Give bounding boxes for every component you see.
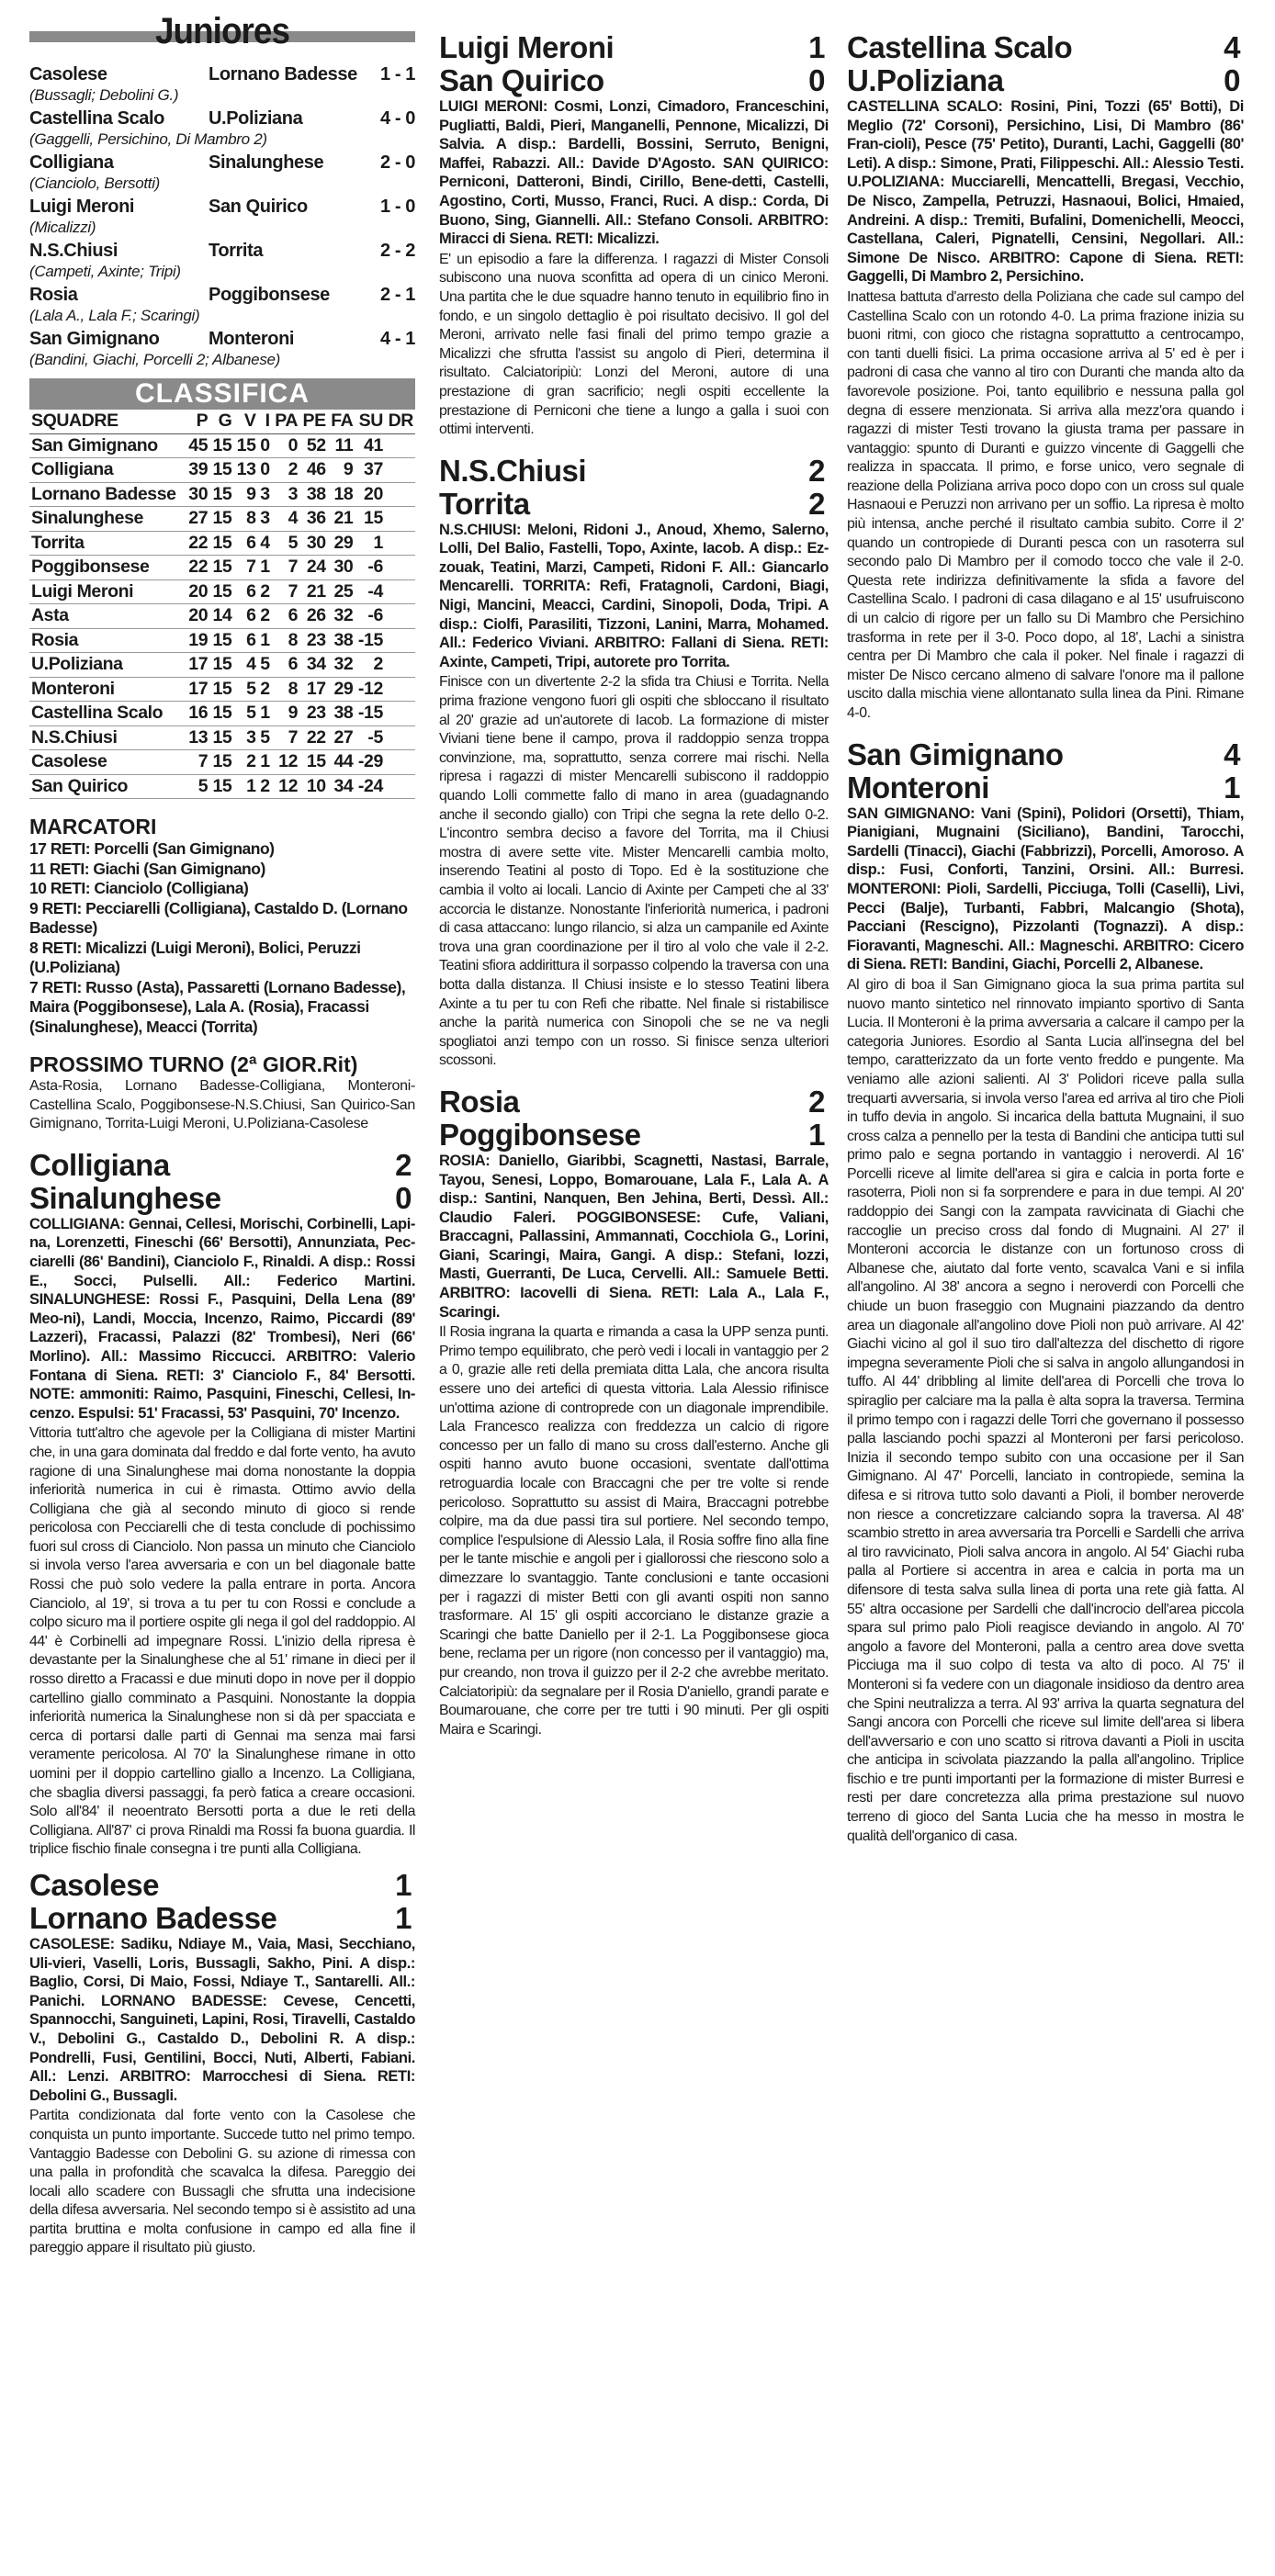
standings-header-row <box>29 410 415 433</box>
home-score: 2 <box>395 1147 412 1182</box>
scorers: (Micalizzi) <box>29 219 96 236</box>
lineups: SAN GIMIGNANO: Vani (Spini), Polidori (Orsetti), Thiam, Pianigiani, Mugnaini (Siciliano), Bandini, Tarocchi, Sardelli (Tinacci), Giachi (Fabbrizzi), Porcelli, Amoroso. A disp.: Fusi, Conforti, Tanzini, Orsini. All.: Burresi. MONTERONI: Pioli, Sardelli, Picciuga, Tolli (Caselli), Livi, Pecci (Balje), Turbanti, Fabbri, Malcangio (Shota), Pacciani (Rescigno), Pizzolanti (Tognazzi). A disp.: Fioravanti, Magneschi. All.: Magneschi. ARBITRO: Cicero di Siena. RETI: Bandini, Giachi, Porcelli 2, Albanese. <box>847 804 1244 973</box>
table-row <box>29 433 415 458</box>
stat-cell: 5 <box>246 703 256 723</box>
table-row <box>29 653 415 678</box>
stat-cell: 5 <box>246 678 256 699</box>
stat-cell: 46 <box>306 459 326 479</box>
stat-cell <box>385 677 415 702</box>
stat-cell: 15 <box>212 508 232 528</box>
stat-cell <box>385 653 415 678</box>
away-team: San Quirico <box>209 197 308 217</box>
stat-cell: 36 <box>306 508 326 528</box>
lineups: N.S.CHIUSI: Meloni, Ridoni J., Anoud, Xhemo, Salerno, Lolli, Del Balio, Fastelli, Topo, Axinte, Iacob. A disp.: Ez-zouak, Teatini, Marzi, Campeti, Ridoni F. All.: Giancarlo Mencarelli. TORRITA: Refi, Fratagnoli, Cardoni, Biagi, Nigi, Mancini, Meacci, Cardini, Sinopoli, Doda, Tripi. A disp.: Ciolfi, Parasiliti, Tizzoni, Lanini, Marra, Mohamed. All.: Federico Viviani. ARBITRO: Fallani di Siena. RETI: Axinte, Campeti, Tripi, autorete pro Torrita. <box>439 521 829 670</box>
team-name: Poggibonsese <box>31 557 150 577</box>
result-row <box>29 152 415 174</box>
stat-cell: 0 <box>260 459 270 479</box>
stat-cell: 1 <box>260 751 270 771</box>
team-name: N.S.Chiusi <box>31 726 118 748</box>
scorers: (Cianciolo, Bersotti) <box>29 174 161 192</box>
stat-cell: 11 <box>334 434 354 456</box>
table-row <box>29 774 415 799</box>
scorer-line: 9 RETI: Pecciarelli (Colligiana), Castaldo D. (Lornano Badesse) <box>29 898 408 937</box>
stat-cell: 5 <box>260 654 270 674</box>
team-name: Sinalunghese <box>31 508 143 528</box>
stat-cell: 9 <box>288 703 299 723</box>
stat-cell: 21 <box>333 508 354 528</box>
stat-cell <box>385 531 415 556</box>
lineups: CASOLESE: Sadiku, Ndiaye M., Vaia, Masi, Secchiano, Uli-vieri, Vaselli, Loris, Bussagli, Sakho, Pini. A disp.: Baglio, Corsi, Di Maio, Fossi, Ndiaye T., Santarelli. All.: Panichi. LORNANO BADESSE: Cevese, Cencetti, Spannocchi, Sanguineti, Lapini, Rosi, Tiravelli, Castaldo V., Debolini G., Castaldo D., Debolini R. A disp.: Pondrelli, Fusi, Gentilini, Bocci, Nuti, Alberti, Fabiani. All.: Lenzi. ARBITRO: Marrocchesi di Siena. RETI: Debolini G., Bussagli. <box>29 1935 415 2104</box>
result-row <box>29 64 415 85</box>
home-team-name: Castellina Scalo <box>847 30 1073 64</box>
home-score: 2 <box>808 453 825 488</box>
stat-cell: 2 <box>260 775 270 796</box>
result-row <box>29 241 415 262</box>
column-header: FA <box>331 411 354 431</box>
home-team-name: Luigi Meroni <box>439 30 615 64</box>
stat-cell: 12 <box>278 751 299 771</box>
stat-cell: 15 <box>212 726 232 748</box>
scorers-list <box>29 839 415 1037</box>
stat-cell: 41 <box>364 434 383 456</box>
match-report <box>847 31 1244 724</box>
results-list <box>29 64 415 369</box>
table-row <box>29 556 415 580</box>
stat-cell: 15 <box>212 532 232 553</box>
team-name: Torrita <box>31 532 85 553</box>
home-team: Colligiana <box>29 152 114 173</box>
scorer-line: 7 RETI: Russo (Asta), Passaretti (Lornano Badesse), Maira (Poggibonsese), Lala A. (Rosia), Fracassi (Sinalunghese), Meacci (Torrita) <box>29 977 406 1036</box>
column-header: P <box>196 411 209 431</box>
stat-cell <box>385 750 415 775</box>
stat-cell: 2 <box>288 459 299 479</box>
stat-cell: 15 <box>212 580 232 602</box>
stat-cell: 20 <box>188 580 209 602</box>
home-team-line <box>439 455 829 488</box>
home-team-line <box>439 31 829 64</box>
stat-cell: 38 <box>333 703 354 723</box>
match-text: Il Rosia ingrana la quarta e rimanda a casa la UPP senza punti. Primo tempo equilibrato, che però vedi i locali in vantaggio per 2 a 0, grazie alle reti della premiata ditta Lala, che ancora risulta essere uno dei artefici di questa vittoria. Lala Alessio rifinisce un'ottima azione di controprede con un diagonale imprendibile. Lala Francesco realizza con freddezza un calcio di rigore concesso per un fallo di mano su cross dall'esterno. Anche gli ospiti hanno avuto buone occasioni, sventate dall'ottima retroguardia locale con Braccagni che per tre volte si rende pericoloso. Soprattutto su assist di Maira, Braccagni potrebbe colpire, ma da due passi tira sul portiere. Nel secondo tempo, complice l'espulsione di Alessio Lala, il Rosia soffre fino alla fine per le tante mischie e angoli per i giallorossi che riescono solo a dimezzare lo svantaggio. Tante conclusioni e tante occasioni per i ragazzi di mister Betti con gli avanti ospiti non sanno trasformare. Al 15' gli ospiti accorciano le distanze grazie a Scaringi che batte Daniello per il 2-1. La Poggibonsese gioca bene, reclama per un rigore (non concesso per il vantaggio) ma, pur creando, non trova il guizzo per il 2-2 che avrebbe meritato. Calciatoripiù: da segnalare per il Rosia D'aniello, grandi parate e Boumarouane, che corre per tre tutti i 90 minuti. Per gli ospiti Maira e Scaringi. <box>439 1324 829 1738</box>
home-team-line <box>847 31 1244 64</box>
result-row <box>29 329 415 350</box>
stat-cell <box>385 702 415 726</box>
score: 2 - 0 <box>379 152 415 173</box>
column-header: G <box>218 411 232 431</box>
stat-cell: 15 <box>212 557 232 577</box>
away-score: 1 <box>808 1117 825 1152</box>
stat-cell: 13 <box>236 459 256 479</box>
stat-cell: 39 <box>188 459 209 479</box>
table-row <box>29 726 415 750</box>
match-text: E' un episodio a fare la differenza. I ragazzi di Mister Consoli subiscono una nuova sconfitta ad opera di un cinico Meroni. Una partita che le due squadre hanno tenuto in equilibrio fino in fondo, e un singolo dettaglio è poi risultato decisivo. Il gol del Meroni, arrivato nelle fasi finali del primo tempo grazie a Micalizzi che sfrutta l'assist su angolo di Pieri, determina il risultato. Calciatoripiù: Lonzi del Meroni, autore di una prestazione di gran sacrificio; negli ospiti eccellente la prestazione di Perniconi che tiene a lungo a galla i suoi con ottimi interventi. <box>439 251 829 438</box>
stat-cell: 19 <box>188 629 209 650</box>
scorers: (Lala A., Lala F.; Scaringi) <box>29 307 200 324</box>
lineups: ROSIA: Daniello, Giaribbi, Scagnetti, Nastasi, Barrale, Tayou, Senesi, Loppo, Bomarouane, Lala F., Lala A. A disp.: Santini, Nanquen, Ben Jehina, Berti, Dessì. All.: Claudio Faleri. POGGIBONSESE: Cufe, Valiani, Braccagni, Pallassini, Ammannati, Cocchiola G., Lorini, Giani, Scaringi, Maira, Gangi. A disp.: Stefani, Iozzi, Masti, Guerranti, De Luca, Cervelli. All.: Samuele Betti. ARBITRO: Iacovelli di Siena. RETI: Lala A., Lala F., Scaringi. <box>439 1152 829 1321</box>
away-team-name: Lornano Badesse <box>29 1900 277 1935</box>
home-team: Casolese <box>29 64 107 84</box>
stat-cell: 15 <box>212 703 232 723</box>
stat-cell: 8 <box>246 508 256 528</box>
home-score: 1 <box>808 30 825 64</box>
result-row <box>29 108 415 129</box>
stat-cell: 1 <box>260 629 270 650</box>
scorer-line: 8 RETI: Micalizzi (Luigi Meroni), Bolici, Peruzzi (U.Poliziana) <box>29 938 361 976</box>
classifica-header: CLASSIFICA <box>29 378 415 410</box>
stat-cell: 7 <box>288 726 299 748</box>
column-header: SQUADRE <box>31 411 118 431</box>
score: 4 - 0 <box>379 108 415 129</box>
scorers: (Bandini, Giachi, Porcelli 2; Albanese) <box>29 351 281 368</box>
stat-cell: 29 <box>333 532 354 553</box>
column-header: SU <box>358 411 383 431</box>
team-name: Casolese <box>31 751 107 771</box>
stat-cell: 3 <box>288 483 299 504</box>
away-team: Sinalunghese <box>209 152 324 173</box>
away-team-name: U.Poliziana <box>847 63 1004 97</box>
stat-cell: 38 <box>306 483 326 504</box>
stat-cell: 12 <box>278 775 299 796</box>
stat-cell <box>385 628 415 653</box>
stat-cell: 24 <box>306 557 326 577</box>
stat-cell: 1 <box>260 703 270 723</box>
match-text: Inattesa battuta d'arresto della Poliziana che cade sul campo del Castellina Scalo con un rotondo 4-0. La prima frazione inizia su buoni ritmi, con gioco che ristagna soprattutto a centrocampo, con tanti duelli fisici. La prima occasione arriva al 5' ed è per i padroni di casa che vanno al tiro con Duranti che manda alto da favorevole posizione. Poi, tanto equilibrio e nessuna palla gol degna di essere menzionata. Si arriva alla mezz'ora quando i ragazzi di mister Testi trovano la giusta trama per passare in vantaggio: spunto di Duranti e guizzo vincente di Gaggelli che realizza in spaccata. Il primo, e forse unico, vero segnale di reazione della Poliziana arriva poco dopo con un cross sul quale Hasnaoui e Peruzzi non arrivano per un soffio. La ripresa è molto più intensa, anche perché il risultato cambia subito. Corre il 2' quando un contropiede di Duranti pesca con un rasoterra sul secondo palo Di Mambro per il comodo tocco che vale il 2-0. Questa rete indirizza definitivamente la sfida a favore del Castellina Scalo. I padroni di casa dilagano e al 15' usufruiscono di un calcio di rigore per un fallo su Di Mambro che Persichino trasforma in rete per il 3-0. Poco dopo, al 18', Lachi a sinistra centra per Di Mambro che cala il poker. Nel finale i ragazzi di mister De Nisco cercano almeno di salvare l'onore ma il pallone uscito dalla mischia viene allontanato sulla linea da Pini. Rimane 4-0. <box>847 288 1244 721</box>
stat-cell: 15 <box>236 434 256 456</box>
stat-cell: -12 <box>357 678 383 699</box>
scorers: (Gaggelli, Persichino, Di Mambro 2) <box>29 130 267 148</box>
standings-table <box>29 410 415 799</box>
stat-cell: 2 <box>260 580 270 602</box>
stat-cell: -15 <box>357 703 383 723</box>
home-team-line <box>439 1086 829 1119</box>
home-team-name: Colligiana <box>29 1147 170 1182</box>
away-score: 0 <box>395 1180 412 1215</box>
stat-cell: 29 <box>333 678 354 699</box>
stat-cell: 7 <box>246 557 256 577</box>
scorers: (Bussagli; Debolini G.) <box>29 86 179 104</box>
stat-cell: 1 <box>373 532 383 553</box>
away-team-line <box>847 771 1244 804</box>
score: 1 - 1 <box>379 64 415 84</box>
stat-cell: 23 <box>306 703 326 723</box>
away-team-line <box>439 1119 829 1152</box>
juniores-banner <box>29 11 415 53</box>
stat-cell: 9 <box>343 459 354 479</box>
next-round-title: PROSSIMO TURNO (2ª GIOR.Rit) <box>29 1052 358 1076</box>
stat-cell <box>385 604 415 629</box>
stat-cell: 34 <box>306 654 326 674</box>
home-score: 1 <box>395 1867 412 1902</box>
lineups: COLLIGIANA: Gennai, Cellesi, Morischi, Corbinelli, Lapi-na, Lorenzetti, Fineschi (66' Bersotti), Annunziata, Pec-ciarelli (86' Bandini), Cianciolo F., Rinaldi. A disp.: Rossi E., Socci, Pulselli. All.: Federico Martini. SINALUNGHESE: Rossi F., Pasquini, Della Lena (89' Meo-ni), Landi, Moccia, Incenzo, Raimo, Piccardi (89' Lazzeri), Fracassi, Palazzi (82' Trombesi), Neri (66' Morlino). All.: Massimo Riccucci. ARBITRO: Valerio Fontana di Siena. RETI: 3' Cianciolo F., 84' Bersotti. NOTE: ammoniti: Raimo, Pasquini, Fineschi, Cellesi, In-cenzo. Espulsi: 51' Fracassi, 53' Pasquini, 70' Incenzo. <box>29 1215 415 1422</box>
scorer-line: 10 RETI: Cianciolo (Colligiana) <box>29 879 249 897</box>
stat-cell: 14 <box>212 605 232 625</box>
stat-cell: 15 <box>212 654 232 674</box>
stat-cell: 38 <box>333 629 354 650</box>
team-name: Castellina Scalo <box>31 703 164 723</box>
lineups: CASTELLINA SCALO: Rosini, Pini, Tozzi (65' Botti), Di Meglio (72' Corsoni), Persichino, Lisi, Di Mambro (86' Fran-cioli), Pesce (75' Petito), Duranti, Lachi, Gaggelli (80' Leti). A disp.: Simone, Prati, Filippeschi. All.: Alessio Testi. U.POLIZIANA: Mucciarelli, Mencattelli, Bregasi, Vecchio, De Nisco, Zampella, Petruzzi, Hasnaoui, Bolici, Hmaied, Andreini. A disp.: Tremiti, Bufalini, Domenichelli, Meocci, Castellana, Caleri, Pignatelli, Censini, Negollari. All.: Simone De Nisco. ARBITRO: Capone di Siena. RETI: Gaggelli, Di Mambro 2, Persichino. <box>847 98 1244 286</box>
match-text: Al giro di boa il San Gimignano gioca la sua prima partita sul nuovo manto sintetico nel rinnovato impianto sportivo di Santa Lucia. Il Monteroni è la prima avversaria a calcare il campo per la categoria Juniores. Esordio al Santa Lucia all'insegna del bel tempo, caratterizzato da un forte vento freddo e pungente. Ma veniamo alle azioni salienti. Al 3' Polidori riceve palla sulla trequarti avversaria, si invola verso l'area ed arriva al tiro che Pioli in tuffo devia in angolo. Si incarica della battuta Mugnaini, il suo cross calza a pennello per la testa di Bandini che anticipa tutti sul primo palo e segna portando in vantaggio i neroverdi. Al 16' Porcelli riceve al limite dell'area si gira e calcia in porta forte e rasoterra, Pioli non si fa sorprendere e para in due tempi. Al 20' raddoppio dei Sangi con la zampata ravvicinata di Giachi che raccoglie un preciso cross dal fondo di Mugnaini. Al 27' il Monteroni accorcia le distanze con un fortunoso cross di Albanese che, aiutato dal forte vento, scavalca Vani e si infila all'angolino. Al 38' ancora a segno i neroverdi con Porcelli che chiude un buon fraseggio con Mugnaini piazzando da dentro area un diagonale all'angolino dove Pioli non può arrivare. Al 42' Giachi vicino al gol il suo tiro dall'altezza del dischetto di rigore impegna severamente Pioli che si salva in angolo allungandosi in tuffo. Al 44' dribbling al limite dell'area di Porcelli che trova lo spiraglio per calciare ma la palla è alta sopra la traversa. Termina il primo tempo con i ragazzi delle Torri che governano il possesso palla lasciando pochi spazzi al Monteroni per farsi pericoloso. Inizia il secondo tempo subito con una occasione per il San Gimignano. Al 47' Porcelli, lanciato in contropiede, semina la difesa e si ritrova tutto solo davanti a Pioli, il bomber neroverde non riesce a concretizzare calciando sopra la traversa. Al 48' scambio stretto in area avversaria tra Porcelli e Sardelli che arriva al tiro ravvicinato, Pioli salva ancora in angolo. Al 54' Giachi ruba palla al Portiere si accentra in area e calcia in porta ma un difensore di testa salva sulla linea di porta una rete già fatta. Al 55' altra occasione per Sardelli che dall'incrocio dell'area piccola spara sul primo palo Pioli reagisce deviando in angolo. Al 70' angolo a favore del Monteroni, palla a centro area dove svetta Picciuga ma il suo colpo di testa va alto di poco. Al 75' il Monteroni si fa vedere con un diagonale insidioso da dentro area che Spini neutralizza a terra. Al 93' arriva la quarta segnatura del Sangi ancora con Porcelli che riceve sul limite dell'area si libera dell'avversario e con uno scatto si ritrova davanti a Pioli in uscita che anticipa in scivolata piazzando la palla all'angolino. Triplice fischio e tre punti importanti per la formazione di mister Burresi e resti per dare concretezza alla prima prestazione sul nuovo terreno di gioco del Santa Lucia che ha messo in mostra le qualità dell'organico di casa. <box>847 976 1244 1844</box>
stat-cell: 3 <box>260 483 270 504</box>
away-score: 2 <box>808 486 825 521</box>
stat-cell: 13 <box>188 726 209 748</box>
stat-cell: 22 <box>188 557 209 577</box>
stat-cell: 2 <box>246 751 256 771</box>
stat-cell: 2 <box>260 605 270 625</box>
team-name: Colligiana <box>31 459 114 479</box>
stat-cell: 25 <box>333 580 354 602</box>
scorers: (Campeti, Axinte; Tripi) <box>29 263 181 280</box>
away-team-line <box>439 488 829 521</box>
stat-cell: 17 <box>306 678 326 699</box>
stat-cell: 26 <box>306 605 326 625</box>
stat-cell: 6 <box>288 654 299 674</box>
table-row <box>29 579 415 604</box>
away-team-name: Poggibonsese <box>439 1117 641 1152</box>
away-score: 1 <box>1224 770 1240 804</box>
stat-cell: 27 <box>188 508 209 528</box>
match-report <box>439 455 829 1071</box>
stat-cell: 15 <box>212 629 232 650</box>
away-score: 1 <box>395 1900 412 1935</box>
stat-cell: 6 <box>246 580 256 602</box>
table-row <box>29 677 415 702</box>
stat-cell: 4 <box>288 508 299 528</box>
column-3 <box>847 17 1244 1846</box>
table-row <box>29 604 415 629</box>
team-name: U.Poliziana <box>31 654 123 674</box>
stat-cell <box>385 433 415 458</box>
home-team-name: San Gimignano <box>847 737 1064 771</box>
stat-cell: 15 <box>212 459 232 479</box>
team-name: Rosia <box>31 629 79 650</box>
stat-cell: 10 <box>306 775 326 796</box>
stat-cell: -15 <box>357 629 383 650</box>
stat-cell: 4 <box>260 532 270 553</box>
stat-cell: 5 <box>197 775 209 796</box>
stat-cell: 15 <box>306 751 326 771</box>
stat-cell: 17 <box>188 654 209 674</box>
stat-cell: 15 <box>212 775 232 796</box>
stat-cell <box>385 774 415 799</box>
column-2 <box>439 17 829 1739</box>
home-team-name: N.S.Chiusi <box>439 453 587 488</box>
score: 4 - 1 <box>379 329 415 349</box>
stat-cell: 4 <box>246 654 256 674</box>
stat-cell <box>385 579 415 604</box>
stat-cell: 37 <box>364 459 383 479</box>
score: 2 - 2 <box>379 241 415 261</box>
team-name: Luigi Meroni <box>31 580 134 602</box>
stat-cell: 6 <box>246 532 256 553</box>
next-round-text: Asta-Rosia, Lornano Badesse-Colligiana, Monteroni-Castellina Scalo, Poggibonsese-N.S.Chiusi, San Quirico-San Gimignano, Torrita-Luigi Meroni, U.Poliziana-Casolese <box>29 1078 415 1132</box>
team-name: Monteroni <box>31 678 115 699</box>
home-team-line <box>29 1869 415 1902</box>
team-name: San Gimignano <box>31 434 158 456</box>
home-score: 4 <box>1224 737 1240 771</box>
stat-cell: -24 <box>357 775 383 796</box>
stat-cell: 21 <box>306 580 326 602</box>
match-report <box>847 738 1244 1847</box>
stat-cell: 15 <box>212 483 232 504</box>
score: 2 - 1 <box>379 285 415 305</box>
home-team-line <box>847 738 1244 771</box>
scorer-line: 11 RETI: Giachi (San Gimignano) <box>29 859 265 878</box>
away-team-name: Sinalunghese <box>29 1180 221 1215</box>
result-row <box>29 197 415 218</box>
stat-cell: 3 <box>260 508 270 528</box>
stat-cell: 30 <box>306 532 326 553</box>
stat-cell: 22 <box>306 726 326 748</box>
stat-cell: 6 <box>288 605 299 625</box>
match-text: Vittoria tutt'altro che agevole per la Colligiana di mister Martini che, in una gara dominata dal freddo e dal forte vento, ha avuto ragione di una Sinalunghese mai doma nonostante la doppia inferiorità numerica in cui è rimasta. Ottimo avvio della Colligiana che già al secondo minuto di gioco si rende pericolosa con Pecciarelli che di testa conclude di pochissimo fuori sul cross di Cianciolo. Non passa un minuto che Cianciolo si invola verso l'area avversaria e con un bel diagonale batte Rossi che può solo vedere la palla entrare in porta. Ancora Cianciolo, al 19', si trova a tu per tu con Rossi e conclude a colpo sicuro ma il portiere ospite gli nega il gol del raddoppio. Al 44' è Corbinelli ad impegnare Rossi. L'inizio della ripresa è devastante per la Sinalunghese che al 51' rimane in dieci per il rosso diretto a Fracassi e due minuti dopo in nove per il doppio cartellino giallo comminato a Pasquini. Nonostante la doppia inferiorità numerica la Sinalunghese non si dà per spacciata e cerca di portarsi dalle parti di Gennai ma senza mai farsi veramente pericolosa. Al 70' la Sinalunghese rimane in otto uomini per il doppio cartellino giallo a Incenzo. La Colligiana, che sbaglia diversi passaggi, fa però fatica a creare occasioni. Solo all'84' il neoentrato Bersotti porta a due le reti della Colligiana. All'87' ci prova Rinaldi ma Rossi fa buona guardia. Il triplice fischio finale consegna i tre punti alla Colligiana. <box>29 1425 415 1858</box>
match-text: Finisce con un divertente 2-2 la sfida tra Chiusi e Torrita. Nella prima frazione vengono fuori gli ospiti che sbloccano il risultato al 20' grazie ad un'autorete di Iacob. La formazione di mister Viviani tiene bene il campo, prova il raddoppio senza troppa convinzione, ma, soprattutto, senza correre mai rischi. Nella ripresa i ragazzi di mister Mencarelli subiscono il raddoppio quando Lolli commette fallo di mano in area (guadagnando anche il secondo giallo) con Tripi che segna la rete dello 0-2. L'incontro sembra deciso a favore del Torrita, ma il Chiusi mostra di avere sette vite. Mister Mencarelli cambia molto, inserendo Teatini al posto di Topo. Ed è la sostituzione che cambia il volto ai locali. Lancio di Axinte per Campeti che al 33' accorcia le distanze. Nonostante l'inferiorità numerica, i padroni di casa attaccano: lungo rilancio, si alza un campanile ed Axinte trova una gran coordinazione per il tiro al volo che vale il 2-2. Teatini sfiora addirittura il sorpasso colpendo la traversa con una botta dalla distanza. Il Chiusi insiste e lo stesso Teatini libera Axinte a tu per tu con Refi che ribatte. Nel finale si ristabilisce anche la parità numerica con Sinopoli che se ne va negli spogliatoi anzi tempo con un rosso. Si finisce senza ulteriori scossoni. <box>439 674 829 1069</box>
table-row <box>29 702 415 726</box>
stat-cell: 9 <box>246 483 256 504</box>
away-team: Lornano Badesse <box>209 64 357 84</box>
match-report <box>29 1869 415 2258</box>
stat-cell: 7 <box>288 580 299 602</box>
stat-cell: 1 <box>260 557 270 577</box>
stat-cell: 17 <box>188 678 209 699</box>
match-report <box>29 1149 415 1860</box>
stat-cell: 8 <box>288 678 299 699</box>
stat-cell: 27 <box>333 726 354 748</box>
marcatori-title: MARCATORI <box>29 815 157 838</box>
stat-cell: 6 <box>246 629 256 650</box>
away-team-name: San Quirico <box>439 63 604 97</box>
stat-cell: -29 <box>357 751 383 771</box>
match-text: Partita condizionata dal forte vento con la Casolese che conquista un punto importante. Succede tutto nel primo tempo. Vantaggio Badesse con Debolini G. su azione di rimessa con una palla in profondità che scavalca la difesa. Pareggio dei locali allo scadere con Bussagli che sfrutta una indecisione della difesa avversaria. Nel secondo tempo si è assistito ad una partita bruttina e molta confusione in campo ed alla fine il pareggio appare il risultato più giusto. <box>29 2108 415 2256</box>
stat-cell: 45 <box>188 434 209 456</box>
column-1 <box>29 11 415 2258</box>
home-team: Castellina Scalo <box>29 108 164 129</box>
away-team-line <box>439 64 829 97</box>
away-score: 0 <box>808 63 825 97</box>
away-team: Torrita <box>209 241 264 261</box>
section-title: Juniores <box>154 11 290 51</box>
stat-cell: 1 <box>246 775 256 796</box>
away-team-line <box>29 1902 415 1935</box>
home-score: 2 <box>808 1084 825 1119</box>
table-row <box>29 628 415 653</box>
team-name: Lornano Badesse <box>31 483 176 504</box>
stat-cell: 0 <box>288 434 299 456</box>
home-team: Rosia <box>29 285 78 305</box>
stat-cell: 15 <box>364 508 383 528</box>
home-team-name: Casolese <box>29 1867 159 1902</box>
away-team-name: Monteroni <box>847 770 989 804</box>
lineups: LUIGI MERONI: Cosmi, Lonzi, Cimadoro, Franceschini, Pugliatti, Baldi, Pieri, Manganelli, Pennone, Micalizzi, Di Salvia. A disp.: Bardelli, Bossini, Serruto, Benigni, Maffei, Rabazzi. All.: Davide D'Agosto. SAN QUIRICO: Perniconi, Datteroni, Bindi, Cirillo, Bene-detti, Castelli, Agostino, Corti, Musso, Franci, Ruci. A disp.: Corda, Di Buono, Sing, Giannelli. All.: Stefano Consoli. ARBITRO: Miracci di Siena. RETI: Micalizzi. <box>439 98 829 248</box>
away-score: 0 <box>1224 63 1240 97</box>
stat-cell: 20 <box>364 483 383 504</box>
stat-cell: 8 <box>288 629 299 650</box>
stat-cell <box>385 726 415 750</box>
stat-cell: 32 <box>333 605 354 625</box>
table-row <box>29 458 415 483</box>
away-team: Monteroni <box>209 329 295 349</box>
stat-cell: 15 <box>212 678 232 699</box>
stat-cell: 44 <box>333 751 354 771</box>
stat-cell: 22 <box>188 532 209 553</box>
away-team-name: Torrita <box>439 486 530 521</box>
home-team-line <box>29 1149 415 1182</box>
stat-cell <box>385 482 415 507</box>
stat-cell <box>385 458 415 483</box>
home-team: Luigi Meroni <box>29 197 135 217</box>
stat-cell: 23 <box>306 629 326 650</box>
stat-cell: 34 <box>333 775 354 796</box>
away-team: Poggibonsese <box>209 285 330 305</box>
table-row <box>29 482 415 507</box>
stat-cell: 2 <box>260 678 270 699</box>
stat-cell: 2 <box>373 654 383 674</box>
stat-cell: 5 <box>288 532 299 553</box>
table-row <box>29 531 415 556</box>
home-score: 4 <box>1224 30 1240 64</box>
stat-cell: 18 <box>333 483 354 504</box>
stat-cell: 7 <box>288 557 299 577</box>
score: 1 - 0 <box>379 197 415 217</box>
home-team: San Gimignano <box>29 329 160 349</box>
match-report <box>439 31 829 440</box>
stat-cell: 20 <box>188 605 209 625</box>
column-header: PE <box>302 411 326 431</box>
home-team-name: Rosia <box>439 1084 520 1119</box>
stat-cell: 15 <box>212 751 232 771</box>
table-row <box>29 507 415 532</box>
result-row <box>29 285 415 306</box>
stat-cell: 0 <box>260 434 270 456</box>
stat-cell: -6 <box>367 605 383 625</box>
stat-cell <box>385 556 415 580</box>
home-team: N.S.Chiusi <box>29 241 118 261</box>
stat-cell: 15 <box>212 434 232 456</box>
team-name: Asta <box>31 605 69 625</box>
table-row <box>29 750 415 775</box>
stat-cell: 3 <box>246 726 256 748</box>
away-team: U.Poliziana <box>209 108 303 129</box>
stat-cell: 6 <box>246 605 256 625</box>
stat-cell: 30 <box>333 557 354 577</box>
stat-cell: -5 <box>367 726 383 748</box>
away-team-line <box>847 64 1244 97</box>
stat-cell: 30 <box>188 483 209 504</box>
stat-cell: 5 <box>260 726 270 748</box>
stat-cell: 16 <box>188 703 209 723</box>
column-header: DR <box>388 411 413 431</box>
stat-cell: 7 <box>197 751 209 771</box>
stat-cell: -6 <box>367 557 383 577</box>
column-header: I <box>265 411 270 431</box>
stat-cell: 32 <box>333 654 354 674</box>
stat-cell <box>385 507 415 532</box>
scorer-line: 17 RETI: Porcelli (San Gimignano) <box>29 839 275 858</box>
column-header: V <box>243 411 256 431</box>
away-team-line <box>29 1182 415 1215</box>
team-name: San Quirico <box>31 775 129 796</box>
stat-cell: 52 <box>306 434 326 456</box>
match-report <box>439 1086 829 1739</box>
column-header: PA <box>275 411 299 431</box>
stat-cell: -4 <box>367 580 383 602</box>
